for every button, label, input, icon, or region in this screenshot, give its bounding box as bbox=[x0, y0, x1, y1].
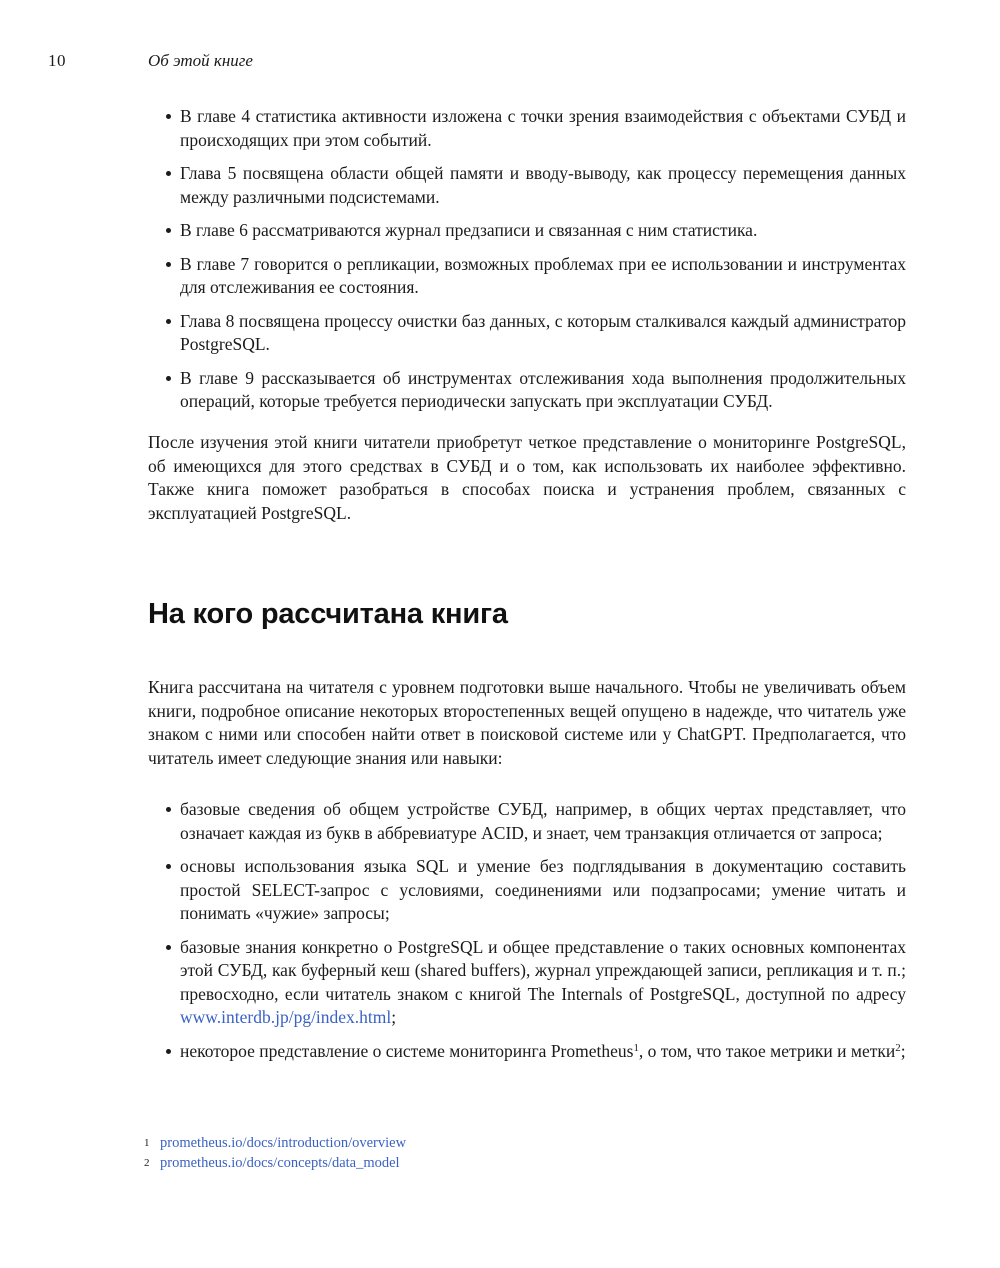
footnote-link-prometheus-datamodel[interactable]: prometheus.io/docs/concepts/data_model bbox=[160, 1155, 400, 1171]
bullet-icon bbox=[166, 945, 171, 950]
list-item-text: некоторое представление о системе мониторинга Prometheus bbox=[180, 1040, 634, 1061]
footnotes-block bbox=[140, 1134, 840, 1174]
footnote-ref-1: 1 bbox=[633, 1041, 639, 1054]
footnote bbox=[140, 1154, 840, 1173]
list-item bbox=[148, 253, 906, 300]
list-item bbox=[148, 310, 906, 357]
list-item bbox=[148, 855, 906, 926]
bullet-icon bbox=[166, 262, 171, 267]
list-item bbox=[148, 105, 906, 152]
list-item-text: базовые сведения об общем устройстве СУБД, например, в общих чертах представляет, что означает каждая из букв в аббревиатуре ACID, и знает, чем транзакция отличается от запроса; bbox=[180, 799, 906, 843]
page-number: 10 bbox=[48, 51, 66, 70]
bullet-icon bbox=[166, 376, 171, 381]
list-item-text: В главе 4 статистика активности изложена с точки зрения взаимодействия с объектами СУБД и происходящих при этом событий. bbox=[180, 106, 906, 150]
bullet-icon bbox=[166, 114, 171, 119]
list-item-text: основы использования языка SQL и умение без подглядывания в документацию составить простой SELECT-запрос с условиями, соединениями или подзапросами; умение читать и понимать «чужие» запросы; bbox=[180, 856, 906, 923]
list-item-text: Глава 8 посвящена процессу очистки баз данных, с которым сталкивался каждый администратор PostgreSQL. bbox=[180, 310, 906, 354]
audience-requirements-list bbox=[148, 798, 906, 1063]
audience-intro-paragraph: Книга рассчитана на читателя с уровнем подготовки выше начального. Чтобы не увеличивать объем книги, подробное описание некоторых второстепенных вещей опущено в надежде, что читатель уже знаком с ними или способен найти ответ в поисковой системе или у ChatGPT. Предполагается, что читатель имеет следующие знания или навыки: bbox=[148, 677, 906, 768]
bullet-icon bbox=[166, 228, 171, 233]
chapter-summary-list bbox=[148, 105, 906, 414]
list-item-text: ; bbox=[391, 1007, 397, 1027]
bullet-icon bbox=[166, 864, 171, 869]
footnote-ref-2: 2 bbox=[895, 1041, 901, 1054]
list-item-text: В главе 9 рассказывается об инструментах отслеживания хода выполнения продолжительных операций, которые требуется периодически запускать при эксплуатации СУБД. bbox=[180, 367, 906, 411]
list-item bbox=[148, 162, 906, 209]
list-item-text: ; bbox=[900, 1040, 906, 1061]
list-item bbox=[148, 367, 906, 414]
list-item-text: В главе 7 говорится о репликации, возможных проблемах при ее использовании и инструментах для отслеживания ее состояния. bbox=[180, 253, 906, 297]
bullet-icon bbox=[166, 1049, 171, 1054]
footnote-link-prometheus-overview[interactable]: prometheus.io/docs/introduction/overview bbox=[160, 1135, 407, 1151]
list-item bbox=[148, 936, 906, 1030]
bullet-icon bbox=[166, 319, 171, 324]
list-item bbox=[148, 1040, 906, 1064]
bullet-icon bbox=[166, 171, 171, 176]
footnote bbox=[140, 1134, 840, 1153]
list-item bbox=[148, 219, 906, 243]
summary-paragraph: После изучения этой книги читатели приобретут четкое представление о мониторинге PostgreSQL, об имеющихся для этого средствах в СУБД и о том, как использовать их наиболее эффективно. Также книга поможет разобраться в способах поиска и устранения проблем, связанных с эксплуатацией PostgreSQL. bbox=[148, 432, 906, 523]
running-head-title: Об этой книге bbox=[148, 51, 253, 70]
list-item-text: В главе 6 рассматриваются журнал предзаписи и связанная с ним статистика. bbox=[180, 220, 758, 240]
list-item bbox=[148, 798, 906, 845]
section-heading: На кого рассчитана книга bbox=[148, 598, 508, 630]
list-item-text: , о том, что такое метрики и метки bbox=[638, 1040, 896, 1061]
bullet-icon bbox=[166, 807, 171, 812]
list-item-text: базовые знания конкретно о PostgreSQL и общее представление о таких основных компонентах этой СУБД, как буферный кеш (shared buffers), журнал упреждающей записи, репликация и т. п.; превосходно, если читатель знаком с книгой The Internals of PostgreSQL, доступной по адресу bbox=[180, 936, 906, 1004]
footnote-marker: 1 bbox=[144, 1137, 150, 1149]
footnote-marker: 2 bbox=[144, 1157, 150, 1169]
interdb-book-link[interactable]: www.interdb.jp/pg/index.html bbox=[180, 1007, 392, 1027]
list-item-text: Глава 5 посвящена области общей памяти и вводу-выводу, как процессу перемещения данных между различными подсистемами. bbox=[180, 163, 906, 207]
